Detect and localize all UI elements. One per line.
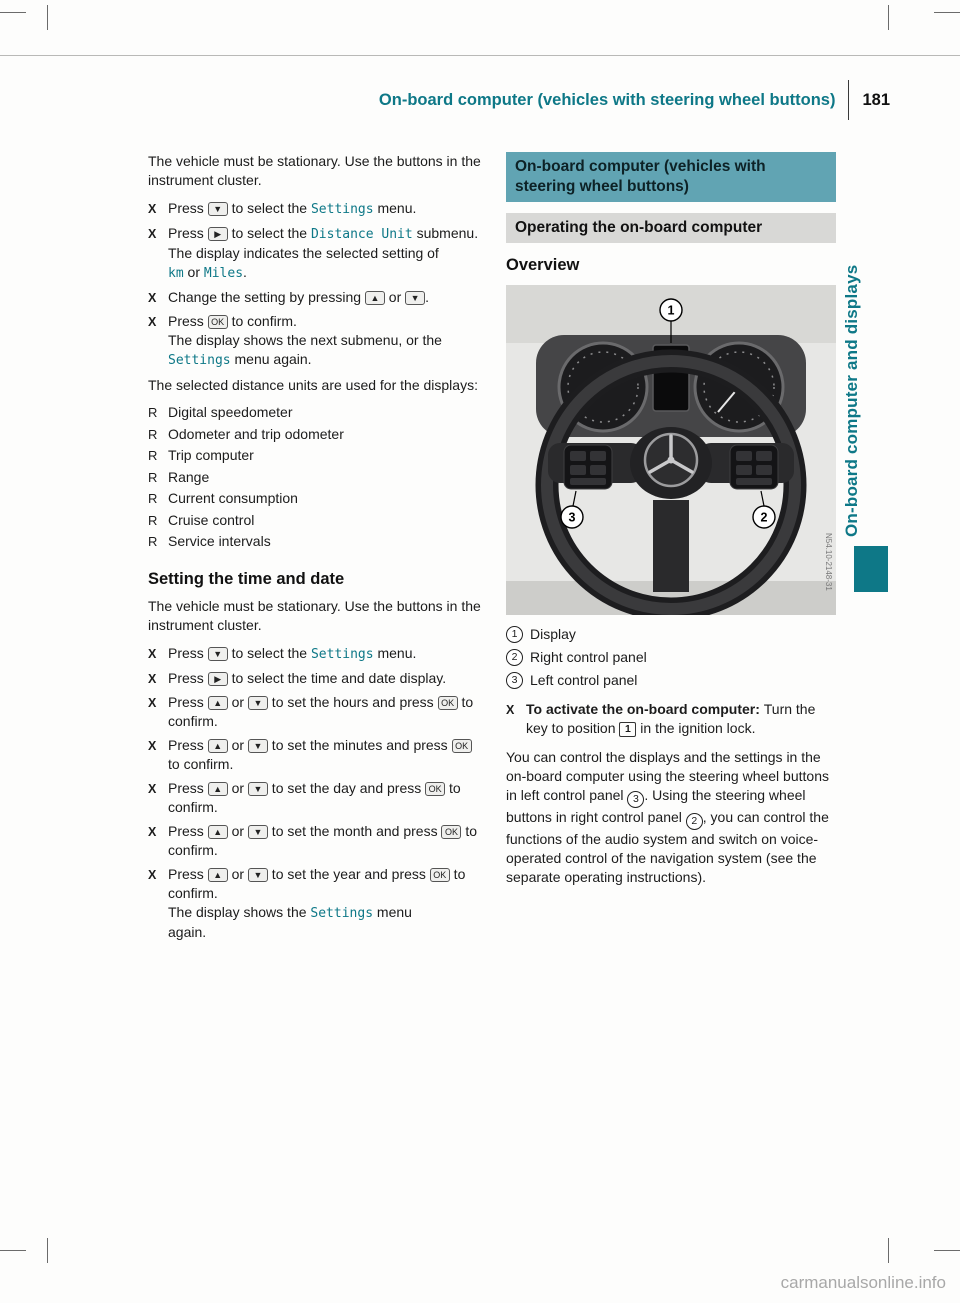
mercedes-star-icon bbox=[645, 434, 697, 486]
crop-mark bbox=[888, 1238, 889, 1263]
text-run: Press bbox=[168, 313, 208, 329]
text-run: . bbox=[243, 264, 247, 280]
legend-label: Right control panel bbox=[530, 649, 647, 665]
bold-text-run: To activate the on-board computer: bbox=[526, 701, 764, 717]
instruction-marker: X bbox=[148, 227, 157, 241]
bullet-marker: R bbox=[148, 448, 158, 463]
units-note: The selected distance units are used for the displays: bbox=[148, 377, 478, 393]
time-date-instructions bbox=[148, 644, 481, 942]
legend-key-2: 2 bbox=[506, 649, 523, 666]
instruction-step bbox=[148, 669, 481, 688]
text-run: Press bbox=[168, 865, 208, 882]
bullet-marker: R bbox=[148, 491, 158, 506]
instruction-step bbox=[148, 736, 481, 774]
legend-key-3: 3 bbox=[506, 672, 523, 689]
text-run: Press bbox=[168, 669, 208, 686]
down-button-icon: ▼ bbox=[405, 291, 425, 305]
instruction-step bbox=[148, 288, 481, 307]
crop-mark bbox=[47, 1238, 48, 1263]
legend-row bbox=[506, 669, 836, 691]
steering-wheel-illustration bbox=[506, 285, 836, 615]
menu-button-icon: ▼ bbox=[208, 202, 228, 216]
text-run: Turn the key to position bbox=[526, 701, 816, 736]
text-run: Press bbox=[168, 225, 208, 241]
list-item-label: Cruise control bbox=[168, 511, 255, 528]
up-button-icon: ▲ bbox=[208, 739, 228, 753]
section-intro-paragraph: The vehicle must be stationary. Use the buttons in the instrument cluster. bbox=[148, 597, 481, 633]
crop-mark bbox=[934, 12, 960, 13]
chapter-tab-marker bbox=[854, 546, 888, 592]
text-run: The display shows the bbox=[168, 903, 311, 920]
text-run: menu. bbox=[373, 644, 417, 661]
down-button-icon: ▼ bbox=[248, 825, 268, 839]
text-run: to confirm. bbox=[168, 779, 461, 815]
page-header bbox=[0, 80, 890, 120]
ok-button-icon: OK bbox=[425, 782, 445, 796]
text-run: menu again. bbox=[230, 351, 312, 367]
menu-button-icon: ▼ bbox=[208, 647, 228, 661]
instruction-marker: X bbox=[148, 315, 157, 329]
text-run: Press bbox=[168, 644, 208, 661]
display-message-text: Settings bbox=[168, 353, 231, 368]
instruction-step bbox=[148, 312, 481, 370]
text-run: or bbox=[227, 865, 248, 882]
text-run: to select the time and date display. bbox=[227, 669, 447, 686]
list-item bbox=[148, 531, 481, 553]
text-run: to set the hours and press bbox=[267, 693, 438, 710]
activate-instruction bbox=[506, 700, 836, 738]
up-button-icon: ▲ bbox=[208, 825, 228, 839]
legend-key-1: 1 bbox=[506, 626, 523, 643]
text-run: . bbox=[425, 289, 430, 305]
text-run: The display shows the next submenu, or the bbox=[168, 332, 442, 348]
instruction-step bbox=[148, 693, 481, 731]
list-item bbox=[148, 467, 481, 489]
legend-row bbox=[506, 623, 836, 645]
text-run: Press bbox=[168, 200, 208, 216]
text-run: or bbox=[183, 264, 204, 280]
text-run: Press bbox=[168, 693, 208, 710]
instruction-step bbox=[148, 865, 481, 942]
crop-mark bbox=[888, 5, 889, 30]
list-item bbox=[148, 445, 481, 467]
callout-2-number: 2 bbox=[760, 510, 768, 525]
list-item-label: Trip computer bbox=[168, 447, 254, 463]
callout-3-number: 3 bbox=[568, 510, 576, 525]
display-message-text: Settings bbox=[310, 646, 374, 662]
list-item bbox=[148, 510, 481, 532]
text-run: Change the setting by pressing bbox=[168, 289, 365, 305]
down-button-icon: ▼ bbox=[248, 868, 268, 882]
text-run: submenu. bbox=[412, 225, 479, 241]
text-run: to confirm. bbox=[227, 313, 297, 329]
legend-label: Left control panel bbox=[530, 672, 638, 688]
bullet-marker: R bbox=[148, 405, 158, 420]
bullet-marker: R bbox=[148, 512, 158, 528]
instruction-marker: X bbox=[148, 867, 157, 882]
bullet-marker: R bbox=[148, 469, 158, 485]
text-run: menu bbox=[373, 903, 412, 920]
ok-button-icon: OK bbox=[208, 315, 228, 329]
crop-mark bbox=[934, 1250, 960, 1251]
text-run: menu. bbox=[373, 200, 417, 216]
instruction-step bbox=[148, 199, 481, 219]
chapter-heading-box: On-board computer (vehicles with steering wheel buttons) bbox=[506, 152, 836, 202]
text-run: to confirm. bbox=[168, 865, 466, 901]
text-run: or bbox=[227, 779, 248, 796]
chapter-sidebar-label: On-board computer and displays bbox=[842, 264, 861, 537]
text-run: to select the bbox=[227, 225, 311, 241]
up-button-icon: ▲ bbox=[365, 291, 385, 305]
header-divider bbox=[848, 80, 849, 120]
text-run: to select the bbox=[227, 644, 311, 661]
text-run: Press bbox=[168, 822, 208, 839]
right-control-panel bbox=[730, 445, 778, 489]
list-item-label: Current consumption bbox=[168, 490, 298, 506]
text-run: The display indicates the selected setting of bbox=[168, 245, 439, 261]
instruction-step bbox=[148, 644, 481, 664]
section-title-time-date: Setting the time and date bbox=[148, 569, 345, 588]
list-item-label: Range bbox=[168, 468, 210, 485]
intro-paragraph: The vehicle must be stationary. Use the buttons in the instrument cluster. bbox=[148, 153, 481, 188]
up-button-icon: ▲ bbox=[208, 868, 228, 882]
page-header-title: On-board computer (vehicles with steering wheel buttons) bbox=[378, 90, 836, 109]
instruction-step bbox=[148, 224, 481, 283]
down-button-icon: ▼ bbox=[248, 696, 268, 710]
figure-reference-label: N54.10-2148-31 bbox=[824, 533, 833, 591]
units-display-list bbox=[148, 402, 481, 553]
text-run: to set the month and press bbox=[267, 822, 442, 839]
left-column bbox=[148, 152, 481, 947]
instruction-marker: X bbox=[148, 671, 157, 686]
text-run: or bbox=[227, 822, 248, 839]
text-run: . Using the steering wheel buttons in right control panel bbox=[506, 787, 806, 825]
display-message-text: km bbox=[168, 266, 184, 281]
up-button-icon: ▲ bbox=[208, 782, 228, 796]
text-run: Press bbox=[168, 779, 208, 796]
legend-row bbox=[506, 646, 836, 668]
bullet-marker: R bbox=[148, 534, 158, 549]
ok-button-icon: OK bbox=[430, 868, 450, 882]
text-run: or bbox=[227, 736, 248, 753]
text-run: to confirm. bbox=[168, 755, 234, 772]
instruction-step bbox=[148, 779, 481, 817]
ok-button-icon: OK bbox=[438, 696, 458, 710]
text-run: or bbox=[227, 693, 248, 710]
text-run: in the ignition lock. bbox=[636, 720, 756, 736]
callout-reference-2: 2 bbox=[686, 813, 703, 830]
list-item-label: Service intervals bbox=[168, 533, 271, 549]
text-run: You can control the displays and the settings in the on-board computer using the steering wheel buttons in left control panel bbox=[506, 749, 829, 803]
text-run: to confirm. bbox=[168, 822, 478, 858]
text-run: to select the bbox=[227, 200, 311, 216]
display-message-text: Distance Unit bbox=[310, 227, 413, 242]
text-run: Press bbox=[168, 736, 208, 753]
display-message-text: Settings bbox=[310, 202, 374, 217]
legend-label: Display bbox=[530, 626, 576, 642]
instruction-marker: X bbox=[506, 703, 515, 717]
operating-description bbox=[506, 748, 836, 887]
up-button-icon: ▲ bbox=[208, 696, 228, 710]
text-run: to confirm. bbox=[168, 693, 474, 729]
next-button-icon: ▶ bbox=[208, 227, 228, 241]
callout-reference-3: 3 bbox=[627, 791, 644, 808]
left-control-panel bbox=[564, 445, 612, 489]
instruction-marker: X bbox=[148, 824, 157, 839]
down-button-icon: ▼ bbox=[248, 782, 268, 796]
next-button-icon: ▶ bbox=[208, 672, 228, 686]
text-run: to set the day and press bbox=[267, 779, 426, 796]
callout-1-number: 1 bbox=[667, 303, 675, 318]
ignition-position-icon: 1 bbox=[619, 722, 636, 737]
figure-legend bbox=[506, 623, 836, 691]
text-run: to set the year and press bbox=[267, 865, 430, 882]
instruction-marker: X bbox=[148, 291, 157, 305]
display-message-text: Settings bbox=[310, 905, 374, 921]
ok-button-icon: OK bbox=[441, 825, 461, 839]
list-item-label: Digital speedometer bbox=[168, 404, 293, 420]
instruction-marker: X bbox=[148, 695, 157, 710]
subsection-heading-box: Operating the on-board computer bbox=[506, 213, 836, 243]
crop-mark bbox=[0, 1250, 26, 1251]
down-button-icon: ▼ bbox=[248, 739, 268, 753]
text-run: to set the minutes and press bbox=[267, 736, 452, 753]
crop-mark bbox=[0, 12, 26, 13]
list-item bbox=[148, 488, 481, 510]
display-message-text: Miles bbox=[203, 266, 244, 281]
instruction-step bbox=[148, 822, 481, 860]
text-run: , you can control the functions of the audio system and switch on voice-operated control of the navigation system (see the separate operating instructions). bbox=[506, 809, 829, 885]
list-item bbox=[148, 402, 481, 424]
ok-button-icon: OK bbox=[452, 739, 472, 753]
text-run: again. bbox=[168, 923, 207, 940]
text-run: or bbox=[384, 289, 406, 305]
steering-wheel-figure bbox=[506, 285, 836, 615]
list-item bbox=[148, 424, 481, 446]
watermark: carmanualsonline.info bbox=[780, 1273, 946, 1292]
instruction-marker: X bbox=[148, 646, 157, 661]
instruction-marker: X bbox=[148, 781, 157, 796]
right-column bbox=[506, 152, 836, 887]
instruction-marker: X bbox=[148, 738, 157, 753]
bullet-marker: R bbox=[148, 426, 158, 442]
overview-heading: Overview bbox=[506, 256, 580, 274]
header-rule bbox=[0, 55, 960, 56]
crop-mark bbox=[47, 5, 48, 30]
list-item-label: Odometer and trip odometer bbox=[168, 425, 344, 442]
distance-unit-instructions bbox=[148, 199, 481, 370]
instruction-marker: X bbox=[148, 202, 157, 216]
page-number: 181 bbox=[862, 90, 890, 109]
